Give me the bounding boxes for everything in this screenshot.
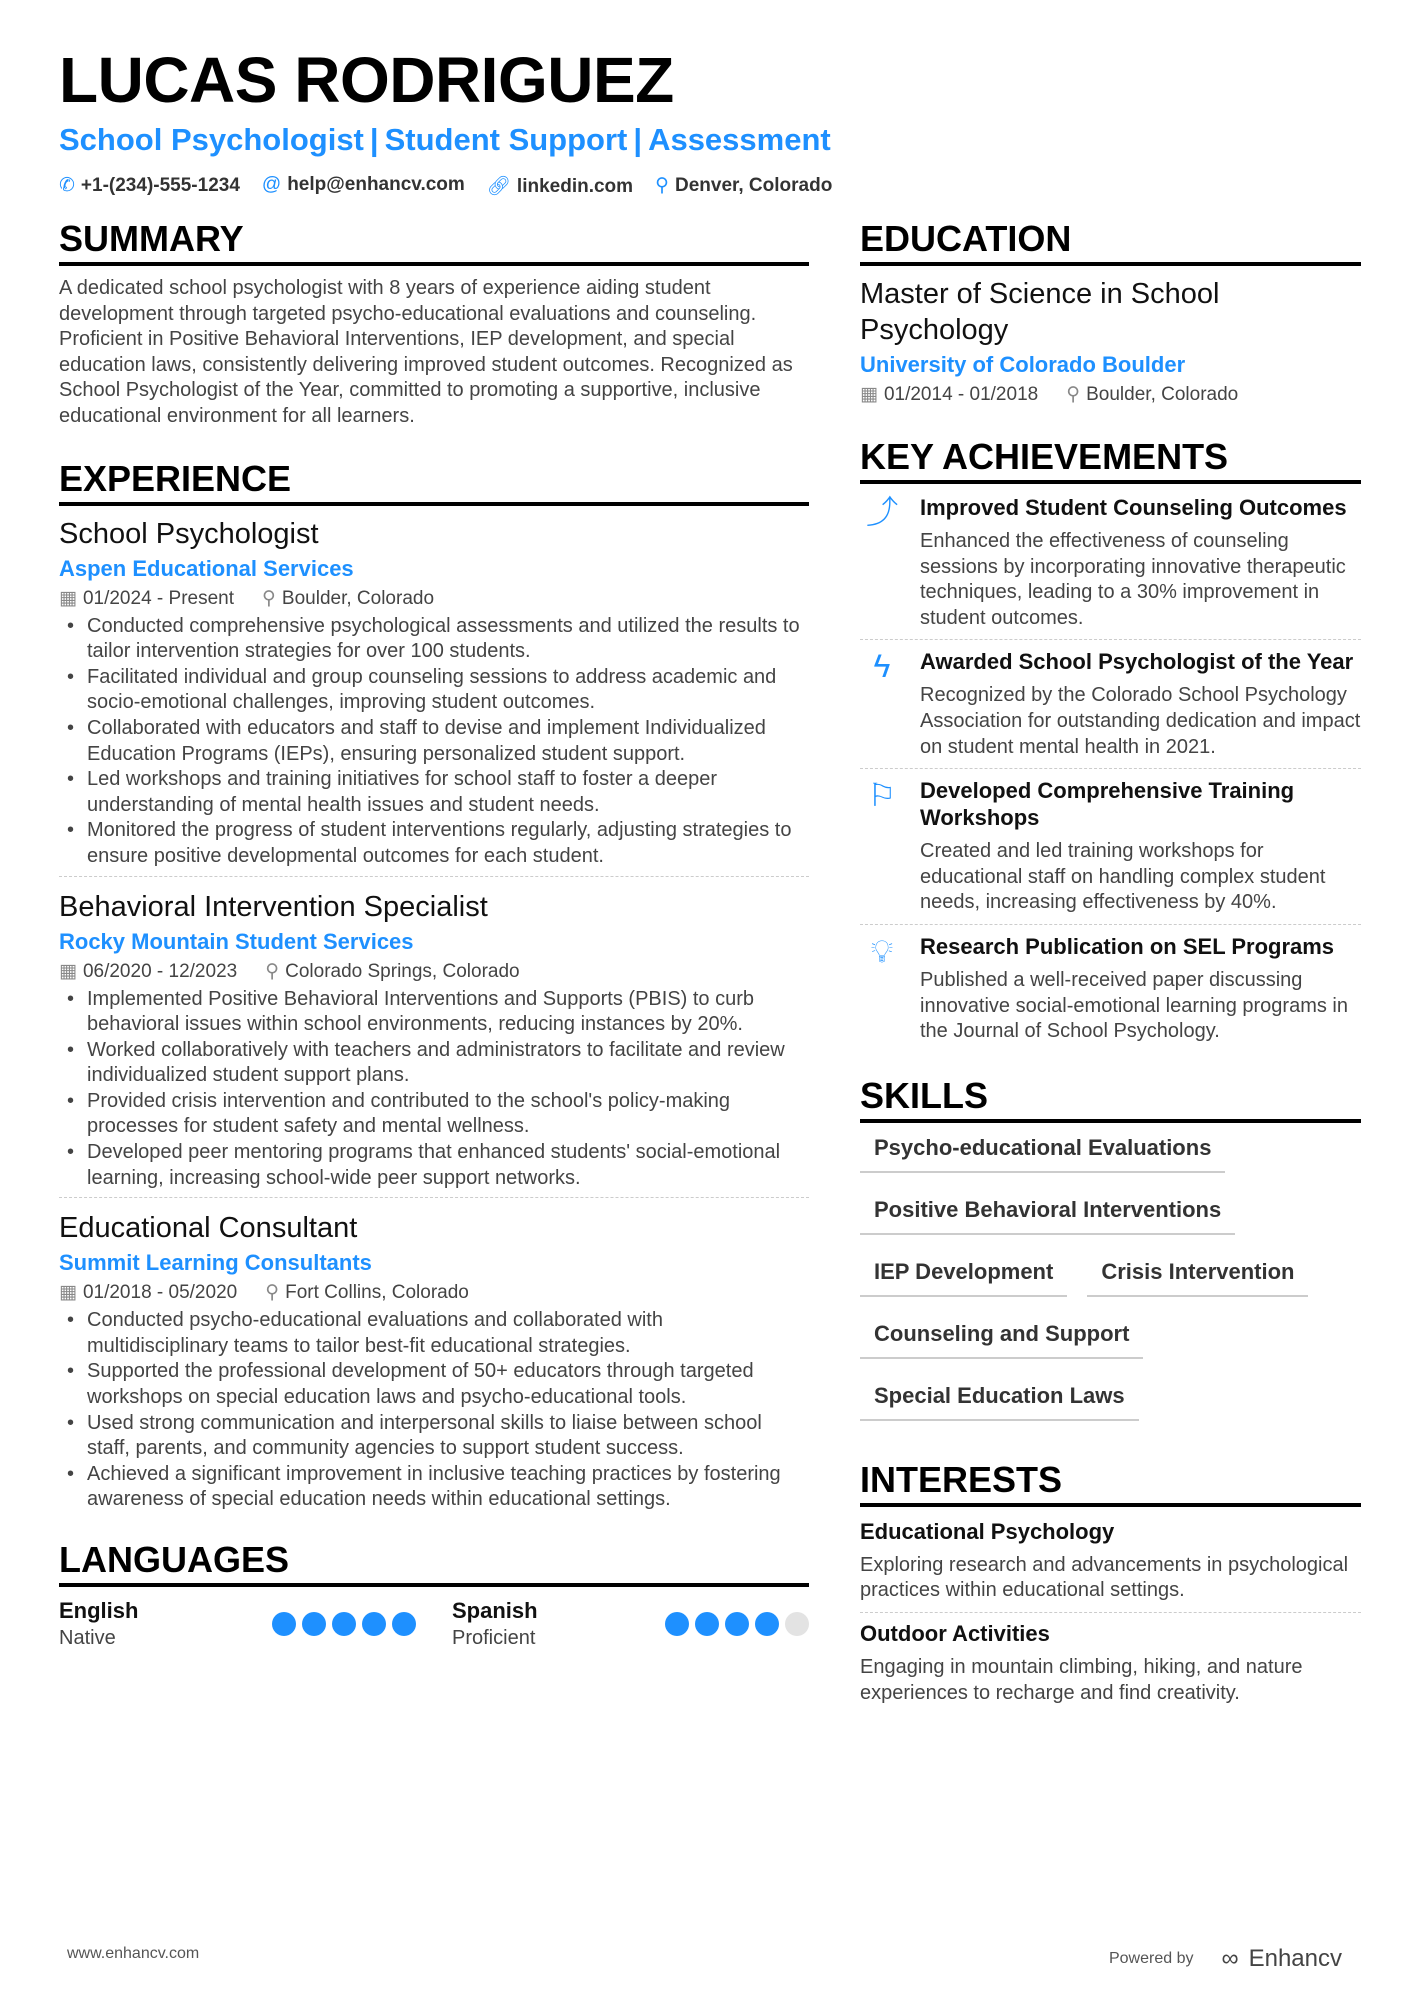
job-title: School Psychologist	[59, 517, 319, 550]
section-title: EDUCATION	[860, 218, 1361, 266]
left-column	[59, 218, 809, 1651]
achievement-desc: Published a well-received paper discussing innovative social-emotional learning programs in the Journal of School Psychology.	[920, 968, 1348, 1043]
job-entry	[59, 1210, 809, 1519]
bullet: • Conducted psycho-educational evaluations and collaborated with multidisciplinary teams to tailor best-fit educational strategies.	[59, 1308, 809, 1359]
language-item	[452, 1597, 809, 1651]
bullet: • Collaborated with educators and staff to devise and implement Individualized Education Programs (IEPs), ensuring personalized student support.	[59, 716, 809, 767]
interest-desc: Exploring research and advancements in psychological practices within educational settings.	[860, 1553, 1349, 1602]
calendar-icon: ▦	[59, 587, 77, 609]
language-level: Native	[59, 1627, 116, 1649]
headline	[59, 120, 1359, 160]
dates: 01/2014 - 01/2018	[883, 384, 1039, 405]
enhancv-logo[interactable]	[1221, 1945, 1342, 1973]
rating-dot	[302, 1612, 326, 1636]
location-pin-icon: ⚲	[265, 1282, 280, 1304]
language-rating	[272, 1612, 416, 1636]
bullet: • Achieved a significant improvement in inclusive teaching practices by fostering awareness of special education needs within educational settings.	[59, 1462, 809, 1513]
bullet: • Led workshops and training initiatives for school staff to foster a deeper understanding of mental health issues and student needs.	[59, 767, 809, 818]
bullet: • Facilitated individual and group counseling sessions to address academic and socio-emotional challenges, improving student outcomes.	[59, 665, 809, 716]
contact-linkedin[interactable]	[487, 174, 633, 198]
achievement-item	[860, 640, 1361, 769]
rating-dot	[725, 1612, 749, 1636]
calendar-icon: ▦	[59, 960, 77, 982]
achievement-title: Developed Comprehensive Training Workshops	[920, 778, 1295, 831]
at-icon: @	[261, 174, 282, 195]
location: Colorado Springs, Colorado	[285, 960, 520, 982]
summary-section	[59, 218, 809, 430]
bullet: • Implemented Positive Behavioral Interventions and Supports (PBIS) to curb behavioral issues within school environments, reducing instances by 20%.	[59, 987, 809, 1038]
rating-dot	[392, 1612, 416, 1636]
skill-tag: IEP Development	[860, 1247, 1067, 1297]
school: University of Colorado Boulder	[860, 352, 1186, 377]
phone-text: +1-(234)-555-1234	[80, 175, 240, 196]
bullet: • Supported the professional development of 50+ educators through targeted workshops on special education laws and psycho-educational tools.	[59, 1359, 809, 1410]
achievement-desc: Created and led training workshops for educational staff on handling complex student needs, increasing effectiveness by 40%.	[920, 840, 1326, 914]
lightning-icon: ϟ	[873, 648, 891, 685]
company: Summit Learning Consultants	[59, 1250, 372, 1276]
skill-tag: Crisis Intervention	[1087, 1247, 1308, 1297]
calendar-icon: ▦	[860, 384, 878, 405]
location-pin-icon: ⚲	[265, 960, 280, 982]
skills-section	[860, 1075, 1361, 1433]
interest-item	[860, 1511, 1361, 1613]
company: Rocky Mountain Student Services	[59, 928, 414, 954]
resume-header	[59, 44, 1359, 198]
branding	[1109, 1945, 1342, 1973]
bullet: • Developed peer mentoring programs that enhanced students' social-emotional learning, increasing school-wide peer support networks.	[59, 1140, 809, 1191]
bullet-list	[59, 987, 809, 1192]
headline-part: School Psychologist	[59, 122, 364, 157]
headline-part: Assessment	[648, 122, 831, 157]
location-text: Denver, Colorado	[674, 175, 833, 196]
rating-dot	[332, 1612, 356, 1636]
skill-tag: Counseling and Support	[860, 1309, 1143, 1359]
dates: 01/2018 - 05/2020	[82, 1282, 238, 1304]
job-meta	[59, 957, 809, 987]
link-icon: 🔗︎	[486, 176, 511, 197]
flag-icon: ⚐	[867, 777, 897, 814]
rating-dot	[362, 1612, 386, 1636]
enhancv-logo-icon: ∞	[1221, 1945, 1239, 1972]
footer	[67, 1945, 1342, 1973]
experience-section	[59, 458, 809, 1519]
location-pin-icon: ⚲	[1066, 384, 1081, 405]
bullet: • Monitored the progress of student interventions regularly, adjusting strategies to ensure positive developmental outcomes for each student.	[59, 818, 809, 869]
powered-by: Powered by	[1108, 1950, 1194, 1967]
section-title: INTERESTS	[860, 1459, 1361, 1507]
contact-info	[59, 174, 1359, 198]
right-column	[860, 218, 1361, 1714]
section-title: EXPERIENCE	[59, 458, 809, 506]
rating-dot	[755, 1612, 779, 1636]
candidate-name: LUCAS RODRIGUEZ	[59, 44, 674, 116]
footer-url[interactable]: www.enhancv.com	[67, 1945, 200, 1962]
job-entry	[59, 516, 809, 877]
section-title: LANGUAGES	[59, 1539, 809, 1587]
headline-part: Student Support	[384, 122, 628, 157]
interest-title: Educational Psychology	[860, 1518, 1115, 1544]
calendar-icon: ▦	[59, 1282, 77, 1304]
language-name: English	[59, 1598, 139, 1623]
email-text: help@enhancv.com	[287, 174, 465, 195]
rating-dot	[272, 1612, 296, 1636]
bullet: • Conducted comprehensive psychological assessments and utilized the results to tailor intervention strategies for over 100 students.	[59, 614, 809, 665]
skill-tag: Psycho-educational Evaluations	[860, 1123, 1225, 1173]
location: Boulder, Colorado	[1086, 384, 1239, 405]
section-title: SKILLS	[860, 1075, 1361, 1123]
achievement-item	[860, 925, 1361, 1053]
summary-text: A dedicated school psychologist with 8 years of experience aiding student development through targeted psycho-educational evaluations and counseling. Proficient in Positive Behavioral Interventions, IEP development, and special education laws, consistently delivering improved student outcomes. Recognized as School Psychologist of the Year, committed to promoting a supportive, inclusive educational environment for all learners.	[59, 277, 793, 427]
rating-dot	[665, 1612, 689, 1636]
bullet: • Used strong communication and interpersonal skills to liaise between school staff, parents, and community agencies to support student success.	[59, 1411, 809, 1462]
education-section	[860, 218, 1361, 410]
achievement-item	[860, 769, 1361, 925]
section-title: KEY ACHIEVEMENTS	[860, 436, 1361, 484]
bullet: • Provided crisis intervention and contributed to the school's policy-making processes for student safety and mental wellness.	[59, 1089, 809, 1140]
interest-item	[860, 1613, 1361, 1714]
location-pin-icon: ⚲	[655, 175, 669, 196]
skill-tag: Positive Behavioral Interventions	[860, 1185, 1235, 1235]
job-entry	[59, 889, 809, 1199]
rating-dot	[785, 1612, 809, 1636]
bullet-list	[59, 1308, 809, 1513]
contact-location	[655, 174, 832, 198]
skill-tag: Special Education Laws	[860, 1371, 1139, 1421]
interests-section	[860, 1459, 1361, 1714]
job-meta	[59, 584, 809, 614]
bullet: • Worked collaboratively with teachers and administrators to facilitate and review individualized student support plans.	[59, 1038, 809, 1089]
linkedin-text: linkedin.com	[516, 176, 634, 197]
achievement-item	[860, 486, 1361, 640]
achievement-title: Research Publication on SEL Programs	[920, 933, 1335, 959]
dates: 01/2024 - Present	[82, 587, 234, 609]
separator: |	[633, 122, 643, 157]
language-level: Proficient	[452, 1627, 536, 1649]
contact-phone[interactable]	[59, 174, 240, 198]
achievement-desc: Recognized by the Colorado School Psychology Association for outstanding dedication and impact on student mental health in 2021.	[920, 684, 1361, 758]
interest-title: Outdoor Activities	[860, 1620, 1050, 1646]
bullet-list	[59, 614, 809, 870]
job-title: Educational Consultant	[59, 1212, 358, 1245]
languages-section	[59, 1539, 809, 1651]
language-item	[59, 1597, 416, 1651]
rating-dot	[695, 1612, 719, 1636]
achievement-desc: Enhanced the effectiveness of counseling sessions by incorporating innovative therapeutic techniques, leading to a 30% improvement in student outcomes.	[920, 530, 1346, 629]
achievements-section	[860, 436, 1361, 1053]
language-rating	[665, 1612, 809, 1636]
education-meta	[860, 380, 1361, 410]
section-title: SUMMARY	[59, 218, 809, 266]
location: Fort Collins, Colorado	[285, 1282, 469, 1304]
strategy-icon: ⤴	[865, 494, 898, 530]
location: Boulder, Colorado	[281, 587, 435, 609]
brand-name: Enhancv	[1248, 1945, 1342, 1972]
achievement-title: Improved Student Counseling Outcomes	[920, 495, 1347, 520]
dates: 06/2020 - 12/2023	[82, 960, 238, 982]
job-meta	[59, 1278, 809, 1308]
interest-desc: Engaging in mountain climbing, hiking, and nature experiences to recharge and find creativity.	[860, 1655, 1303, 1704]
language-name: Spanish	[452, 1598, 538, 1623]
location-pin-icon: ⚲	[262, 587, 276, 609]
degree: Master of Science in School Psychology	[860, 278, 1220, 346]
lightbulb-icon: 💡︎	[870, 932, 894, 969]
separator: |	[369, 122, 379, 157]
contact-email[interactable]	[262, 174, 465, 198]
phone-icon: ✆	[59, 175, 75, 196]
achievement-title: Awarded School Psychologist of the Year	[920, 649, 1354, 675]
job-title: Behavioral Intervention Specialist	[59, 890, 488, 923]
company: Aspen Educational Services	[59, 555, 354, 581]
